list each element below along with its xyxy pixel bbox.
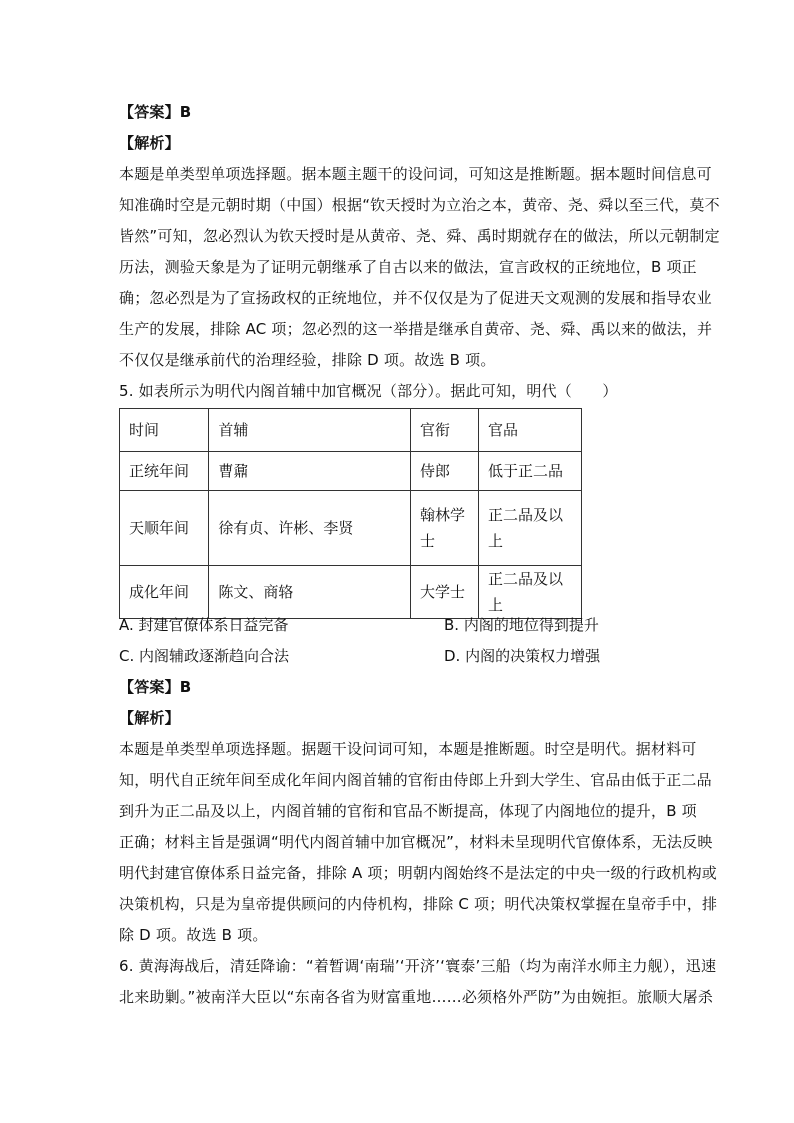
option-c: C. 内阁辅政逐渐趋向合法 — [119, 647, 290, 665]
table-cell: 正二品及以上 — [478, 566, 581, 619]
table-cell: 大学士 — [410, 566, 478, 619]
q4-analysis-line: 知准确时空是元朝时期（中国）根据“钦天授时为立治之本，黄帝、尧、舜以至三代，莫不 — [119, 196, 720, 214]
q4-analysis-line: 确；忽必烈是为了宣扬政权的正统地位，并不仅仅是为了促进天文观测的发展和指导农业 — [119, 289, 712, 307]
option-a: A. 封建官僚体系日益完备 — [119, 616, 289, 634]
q4-analysis-label: 【解析】 — [119, 134, 180, 152]
table-cell: 低于正二品 — [478, 452, 581, 491]
q4-analysis-line: 历法，测验天象是为了证明元朝继承了自古以来的做法，宣言政权的正统地位，B 项正 — [119, 258, 697, 276]
q5-analysis-line: 决策机构，只是为皇帝提供顾问的内侍机构，排除 C 项；明代决策权掌握在皇帝手中，排 — [119, 895, 718, 913]
q4-analysis-line: 不仅仅是继承前代的治理经验，排除 D 项。故选 B 项。 — [119, 351, 496, 369]
q5-analysis-line: 本题是单类型单项选择题。据题干设问词可知，本题是推断题。时空是明代。据材料可 — [119, 740, 697, 758]
table-cell: 陈文、商辂 — [209, 566, 411, 619]
q5-stem: 5. 如表所示为明代内阁首辅中加官概况（部分）。据此可知，明代（ ） — [119, 382, 618, 400]
q5-analysis-line: 到升为正二品及以上，内阁首辅的官衔和官品不断提高，体现了内阁地位的提升，B 项 — [119, 802, 697, 820]
table-cell: 正二品及以上 — [478, 491, 581, 566]
q4-analysis-line: 生产的发展，排除 AC 项；忽必烈的这一举措是继承自黄帝、尧、舜、禹以来的做法，并 — [119, 320, 713, 338]
q4-analysis-line: 皆然”可知，忽必烈认为钦天授时是从黄帝、尧、舜、禹时期就存在的做法，所以元朝制定 — [119, 227, 720, 245]
q5-analysis-line: 知，明代自正统年间至成化年间内阁首辅的官衔由侍郎上升到大学生、官品由低于正二品 — [119, 771, 712, 789]
q5-analysis-line: 明代封建官僚体系日益完备，排除 A 项；明朝内阁始终不是法定的中央一级的行政机构或 — [119, 864, 718, 882]
table-cell: 曹鼐 — [209, 452, 411, 491]
table-header-row — [120, 409, 582, 452]
table-cell: 天顺年间 — [120, 491, 209, 566]
q6-stem-line: 6. 黄海海战后，清廷降谕：“着暂调‘南瑞’‘开济’‘寰泰’三船（均为南洋水师主力舰），迅速 — [119, 957, 717, 975]
table-header-cell: 首辅 — [209, 409, 411, 452]
table-header-cell: 官品 — [478, 409, 581, 452]
table-row — [120, 491, 582, 566]
official-title-table — [119, 408, 582, 619]
option-d: D. 内阁的决策权力增强 — [444, 647, 601, 665]
table-cell: 成化年间 — [120, 566, 209, 619]
table-row — [120, 566, 582, 619]
table-cell: 正统年间 — [120, 452, 209, 491]
q5-analysis-line: 除 D 项。故选 B 项。 — [119, 926, 268, 944]
q6-stem-line: 北来助剿。”被南洋大臣以“东南各省为财富重地……必须格外严防”为由婉拒。旅顺大屠杀 — [119, 988, 714, 1006]
q4-answer-label: 【答案】B — [119, 103, 192, 121]
table-header-cell: 官衔 — [410, 409, 478, 452]
q5-analysis-label: 【解析】 — [119, 709, 180, 727]
q5-answer-label: 【答案】B — [119, 678, 192, 696]
table-cell: 翰林学士 — [410, 491, 478, 566]
option-b: B. 内阁的地位得到提升 — [444, 616, 599, 634]
q5-analysis-line: 正确；材料主旨是强调“明代内阁首辅中加官概况”，材料未呈现明代官僚体系，无法反映 — [119, 833, 713, 851]
table-header-cell: 时间 — [120, 409, 209, 452]
table-cell: 徐有贞、许彬、李贤 — [209, 491, 411, 566]
table-cell: 侍郎 — [410, 452, 478, 491]
q4-analysis-line: 本题是单类型单项选择题。据本题主题干的设问词，可知这是推断题。据本题时间信息可 — [119, 165, 712, 183]
table-row — [120, 452, 582, 491]
